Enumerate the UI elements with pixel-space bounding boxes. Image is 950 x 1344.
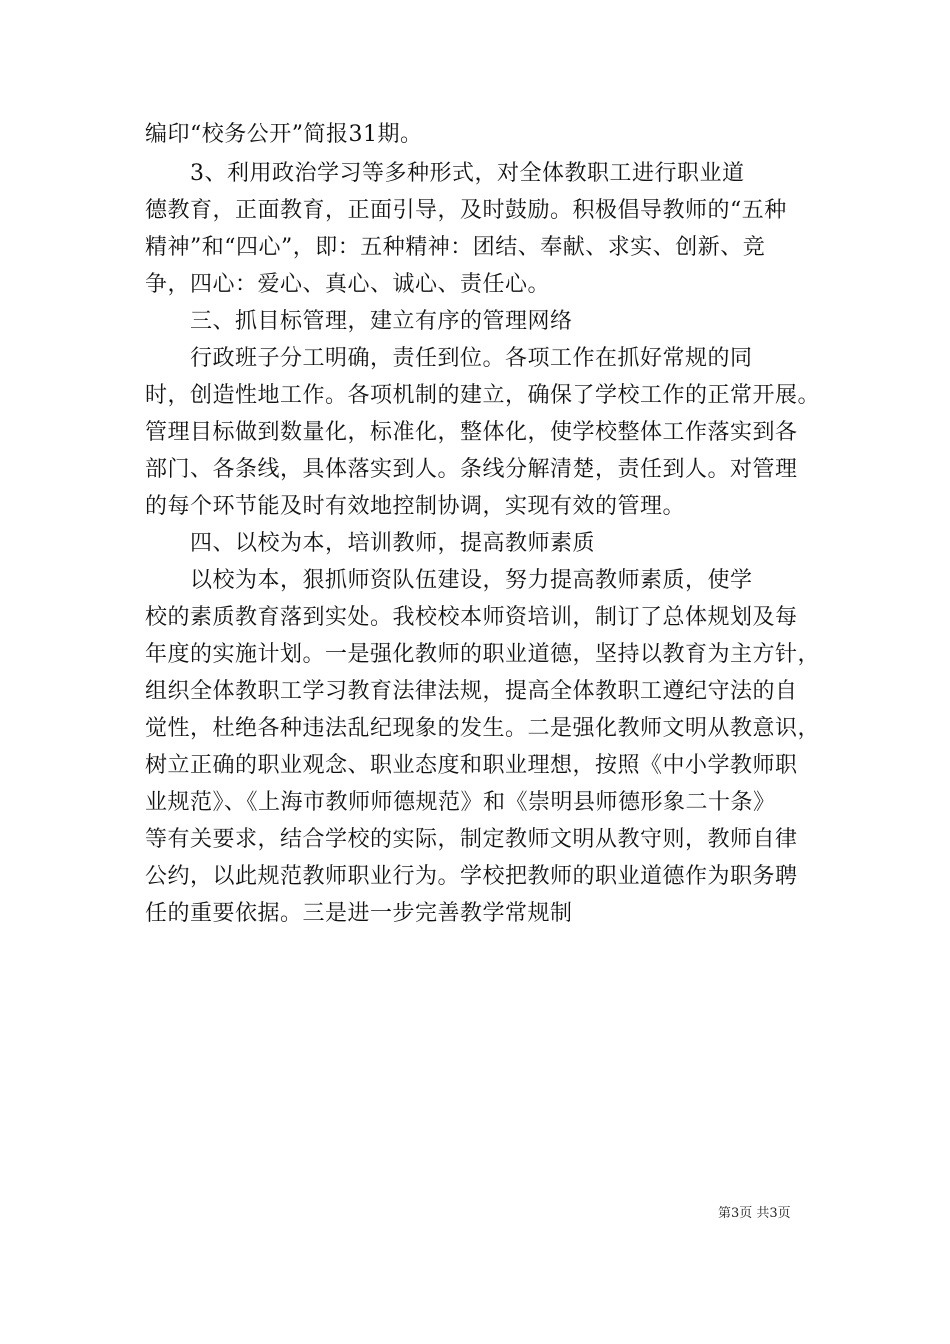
text-line: 部门、各条线，具体落实到人。条线分解清楚，责任到人。对管理 (145, 457, 798, 482)
section-heading: 三、抓目标管理，建立有序的管理网络 (145, 309, 573, 334)
section-heading: 四、以校为本，培训教师，提高教师素质 (145, 531, 596, 556)
text-line: 年度的实施计划。一是强化教师的职业道德，坚持以教育为主方针， (145, 642, 821, 667)
text-line: 任的重要依据。三是进一步完善教学常规制 (145, 901, 573, 926)
text-line: 组织全体教职工学习教育法律法规，提高全体教职工遵纪守法的自 (145, 679, 798, 704)
text-line: 时，创造性地工作。各项机制的建立，确保了学校工作的正常开展。 (145, 383, 821, 408)
text-line: 觉性，杜绝各种违法乱纪现象的发生。二是强化教师文明从教意识， (145, 716, 821, 741)
page-number-footer: 第3页 共3页 (718, 1206, 791, 1221)
text-line: 的每个环节能及时有效地控制协调，实现有效的管理。 (145, 494, 686, 519)
text-line: 公约，以此规范教师职业行为。学校把教师的职业道德作为职务聘 (145, 864, 798, 889)
text-line: 精神”和“四心”，即：五种精神：团结、奉献、求实、创新、竞 (145, 235, 766, 260)
text-line: 业规范》、《上海市教师师德规范》和《崇明县师德形象二十条》 (145, 790, 776, 815)
text-line: 德教育，正面教育，正面引导，及时鼓励。积极倡导教师的“五种 (145, 198, 787, 223)
text-line: 行政班子分工明确，责任到位。各项工作在抓好常规的同 (145, 346, 753, 371)
text-line: 等有关要求，结合学校的实际，制定教师文明从教守则，教师自律 (145, 827, 798, 852)
text-line: 编印“校务公开”简报31期。 (145, 122, 423, 147)
text-line: 管理目标做到数量化，标准化，整体化，使学校整体工作落实到各 (145, 420, 798, 445)
text-line: 争，四心：爱心、真心、诚心、责任心。 (145, 272, 551, 297)
text-line: 校的素质教育落到实处。我校校本师资培训，制订了总体规划及每 (145, 605, 798, 630)
text-line: 以校为本，狠抓师资队伍建设，努力提高教师素质，使学 (145, 568, 753, 593)
text-line: 树立正确的职业观念、职业态度和职业理想，按照《中小学教师职 (145, 753, 798, 778)
text-line: 3、利用政治学习等多种形式，对全体教职工进行职业道 (145, 161, 745, 186)
